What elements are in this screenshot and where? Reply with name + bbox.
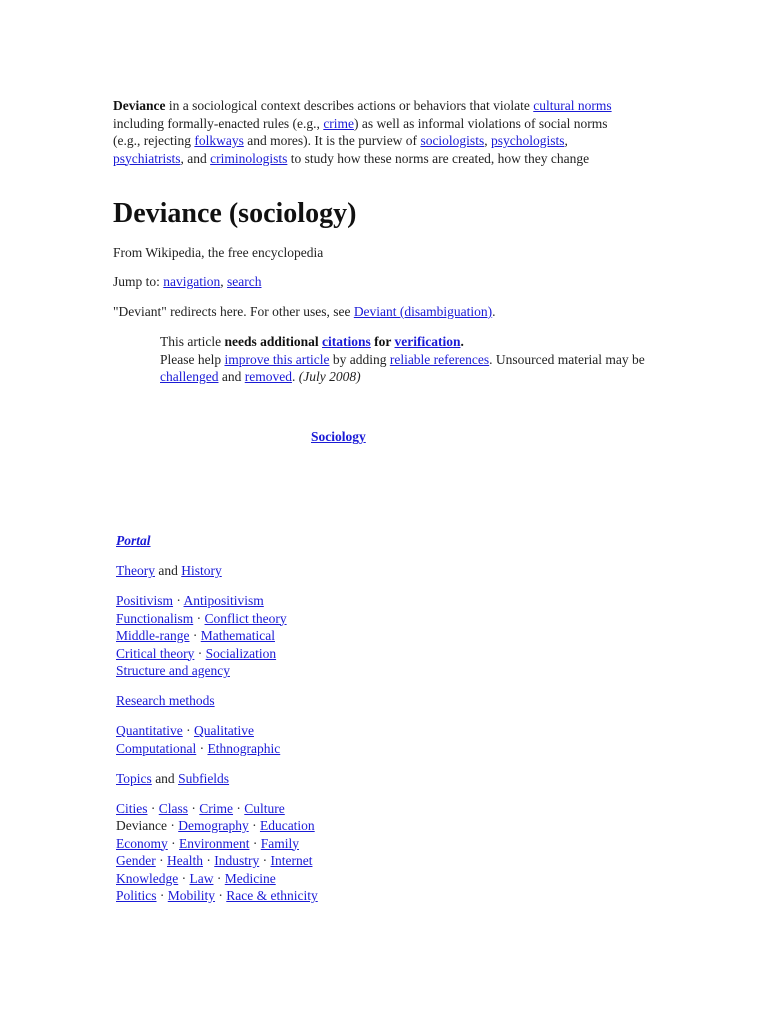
sociology-sidebar (116, 562, 436, 917)
link-middle-range[interactable]: Middle-range (116, 628, 190, 643)
sidebar-group-research (116, 692, 436, 710)
link-gender[interactable]: Gender (116, 853, 156, 868)
jump-navigation-link[interactable]: navigation (163, 274, 221, 289)
sidebar-group-methods (116, 722, 436, 757)
portal-link[interactable]: Portal (116, 533, 151, 548)
intro-text: , (564, 133, 568, 148)
link-quantitative[interactable]: Quantitative (116, 723, 183, 738)
removed-link[interactable]: removed (244, 369, 292, 384)
link-politics[interactable]: Politics (116, 888, 157, 903)
intro-text: to study how these norms are created, how they change (287, 150, 590, 166)
intro-paragraph (113, 97, 638, 167)
sidebar-group-theory (116, 562, 436, 580)
link-culture[interactable]: Culture (244, 800, 285, 816)
separator-dot: · (166, 818, 179, 833)
separator-dot: · (194, 645, 206, 661)
link-subfields[interactable]: Subfields (178, 770, 230, 786)
link-economy[interactable]: Economy (116, 835, 168, 851)
link-conflict-theory[interactable]: Conflict theory (204, 610, 287, 626)
separator-dot: · (259, 853, 271, 868)
jump-prefix: Jump to: (113, 274, 164, 289)
link-crime[interactable]: crime (323, 115, 355, 131)
separator-dot: · (193, 610, 205, 626)
link-medicine[interactable]: Medicine (224, 870, 276, 886)
jump-links (113, 273, 262, 291)
link-health[interactable]: Health (166, 853, 203, 868)
current-topic-deviance: Deviance (116, 818, 167, 833)
notice-bold: . (460, 334, 464, 349)
link-mathematical[interactable]: Mathematical (200, 628, 275, 643)
sidebar-group-topics (116, 770, 436, 788)
link-race-ethnicity[interactable]: Race & ethnicity (226, 888, 318, 903)
intro-text: ) as well as informal violations of social norms (e.g., rejecting (113, 115, 608, 148)
intro-text: , and (180, 150, 211, 166)
notice-text: by adding (329, 351, 390, 367)
jump-sep: , (220, 274, 228, 289)
disambiguation-link[interactable]: Deviant (disambiguation) (353, 304, 493, 319)
separator-dot: · (215, 888, 227, 903)
separator-dot: · (188, 800, 200, 816)
link-computational[interactable]: Computational (116, 740, 197, 756)
redirect-end: . (492, 304, 496, 319)
link-socialization[interactable]: Socialization (205, 645, 277, 661)
notice-text: Please help (160, 351, 225, 367)
sidebar-text: and (154, 563, 182, 578)
sidebar-text: and (151, 770, 179, 786)
link-environment[interactable]: Environment (179, 835, 250, 851)
notice-text: . (291, 369, 299, 384)
separator-dot: · (173, 593, 184, 608)
redirect-note (113, 303, 496, 321)
redirect-text: "Deviant" redirects here. For other uses, see (113, 304, 354, 319)
separator-dot: · (213, 870, 225, 886)
link-family[interactable]: Family (260, 835, 300, 851)
link-demography[interactable]: Demography (178, 818, 249, 833)
intro-term: Deviance (113, 98, 166, 113)
link-criminologists[interactable]: criminologists (210, 150, 288, 166)
link-cities[interactable]: Cities (116, 800, 148, 816)
link-psychologists[interactable]: psychologists (490, 133, 565, 148)
verification-link[interactable]: verification (394, 334, 461, 349)
link-knowledge[interactable]: Knowledge (116, 870, 179, 886)
link-qualitative[interactable]: Qualitative (193, 723, 254, 738)
notice-text: and (218, 369, 245, 384)
jump-search-link[interactable]: search (227, 274, 262, 289)
intro-text: and mores). It is the purview of (243, 133, 421, 148)
tagline: From Wikipedia, the free encyclopedia (113, 245, 324, 260)
link-cultural-norms[interactable]: cultural norms (533, 98, 612, 113)
separator-dot: · (202, 853, 215, 868)
link-mobility[interactable]: Mobility (167, 888, 216, 903)
link-critical-theory[interactable]: Critical theory (116, 645, 195, 661)
separator-dot: · (167, 835, 179, 851)
intro-text: in a sociological context describes actions or behaviors that violate (165, 98, 534, 113)
separator-dot: · (248, 818, 260, 833)
link-history[interactable]: History (181, 563, 222, 578)
citations-link[interactable]: citations (322, 334, 371, 349)
separator-dot: · (182, 723, 194, 738)
link-education[interactable]: Education (259, 818, 315, 833)
link-psychiatrists[interactable]: psychiatrists (113, 150, 181, 166)
sidebar-group-theories (116, 592, 436, 680)
link-internet[interactable]: Internet (270, 853, 313, 868)
sidebar-group-subfields (116, 800, 436, 905)
link-ethnographic[interactable]: Ethnographic (207, 740, 281, 756)
notice-text: This article (160, 334, 225, 349)
sociology-sidebar-heading[interactable]: Sociology (311, 429, 366, 444)
intro-text: , (484, 133, 491, 148)
challenged-link[interactable]: challenged (160, 369, 219, 384)
reliable-references-link[interactable]: reliable references (389, 351, 490, 367)
notice-bold: needs additional (224, 334, 323, 349)
separator-dot: · (233, 800, 245, 816)
link-functionalism[interactable]: Functionalism (116, 610, 194, 626)
link-antipositivism[interactable]: Antipositivism (183, 593, 264, 608)
separator-dot: · (189, 628, 201, 643)
notice-bold: for (370, 334, 395, 349)
link-class[interactable]: Class (158, 800, 189, 816)
link-law[interactable]: Law (189, 870, 214, 886)
separator-dot: · (156, 888, 168, 903)
link-research-methods[interactable]: Research methods (116, 693, 215, 708)
notice-date: (July 2008) (298, 369, 361, 384)
link-theory[interactable]: Theory (116, 563, 155, 578)
link-structure-agency[interactable]: Structure and agency (116, 663, 230, 678)
notice-text: . Unsourced material may be (489, 351, 645, 367)
separator-dot: · (178, 870, 190, 886)
link-folkways[interactable]: folkways (194, 133, 244, 148)
separator-dot: · (147, 800, 159, 816)
intro-text: including formally-enacted rules (e.g., (113, 115, 324, 131)
link-crime-topic[interactable]: Crime (199, 800, 234, 816)
link-sociologists[interactable]: sociologists (420, 133, 485, 148)
page-title: Deviance (sociology) (113, 198, 357, 229)
separator-dot: · (196, 740, 208, 756)
separator-dot: · (155, 853, 167, 868)
separator-dot: · (249, 835, 261, 851)
link-topics[interactable]: Topics (116, 770, 152, 786)
link-positivism[interactable]: Positivism (116, 593, 174, 608)
citation-notice (160, 333, 700, 386)
improve-article-link[interactable]: improve this article (224, 351, 330, 367)
link-industry[interactable]: Industry (214, 853, 260, 868)
